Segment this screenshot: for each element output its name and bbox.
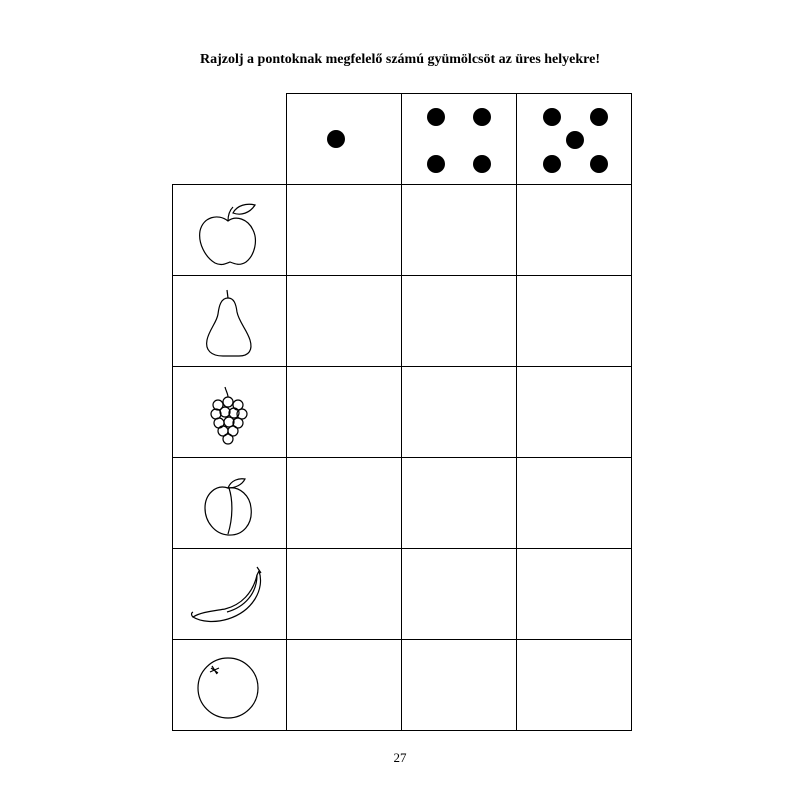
answer-cell[interactable]: [516, 639, 632, 731]
grapes-icon: [173, 367, 287, 458]
answer-cell[interactable]: [516, 184, 632, 276]
answer-cell[interactable]: [286, 275, 402, 367]
answer-cell[interactable]: [401, 184, 517, 276]
answer-cell[interactable]: [401, 548, 517, 640]
dot: [566, 131, 584, 149]
answer-cell[interactable]: [516, 366, 632, 458]
answer-cell[interactable]: [286, 457, 402, 549]
banana-icon: [173, 549, 287, 640]
dots-header-cell-5: [516, 93, 632, 185]
answer-cell[interactable]: [401, 639, 517, 731]
fruit-cell-orange: [172, 639, 287, 731]
answer-cell[interactable]: [516, 275, 632, 367]
answer-cell[interactable]: [401, 457, 517, 549]
answer-cell[interactable]: [286, 548, 402, 640]
fruit-cell-apple: [172, 184, 287, 276]
dot: [543, 155, 561, 173]
dot: [590, 108, 608, 126]
answer-cell[interactable]: [516, 548, 632, 640]
dots-header-cell-4: [401, 93, 517, 185]
fruit-cell-banana: [172, 548, 287, 640]
page-number: 27: [393, 750, 407, 765]
dot: [473, 108, 491, 126]
fruit-cell-pear: [172, 275, 287, 367]
dot: [327, 130, 345, 148]
dots-header-cell-1: [286, 93, 402, 185]
answer-cell[interactable]: [401, 275, 517, 367]
dot: [473, 155, 491, 173]
dot: [427, 108, 445, 126]
answer-cell[interactable]: [286, 184, 402, 276]
apple-icon: [173, 185, 287, 276]
fruit-cell-peach: [172, 457, 287, 549]
answer-cell[interactable]: [286, 639, 402, 731]
peach-icon: [173, 458, 287, 549]
orange-icon: [173, 640, 287, 731]
instruction-title: Rajzolj a pontoknak megfelelő számú gyümölcsöt az üres helyekre!: [200, 52, 600, 67]
dot: [427, 155, 445, 173]
answer-cell[interactable]: [516, 457, 632, 549]
pear-icon: [173, 276, 287, 367]
answer-cell[interactable]: [401, 366, 517, 458]
answer-cell[interactable]: [286, 366, 402, 458]
dot: [590, 155, 608, 173]
dot: [543, 108, 561, 126]
fruit-cell-grapes: [172, 366, 287, 458]
